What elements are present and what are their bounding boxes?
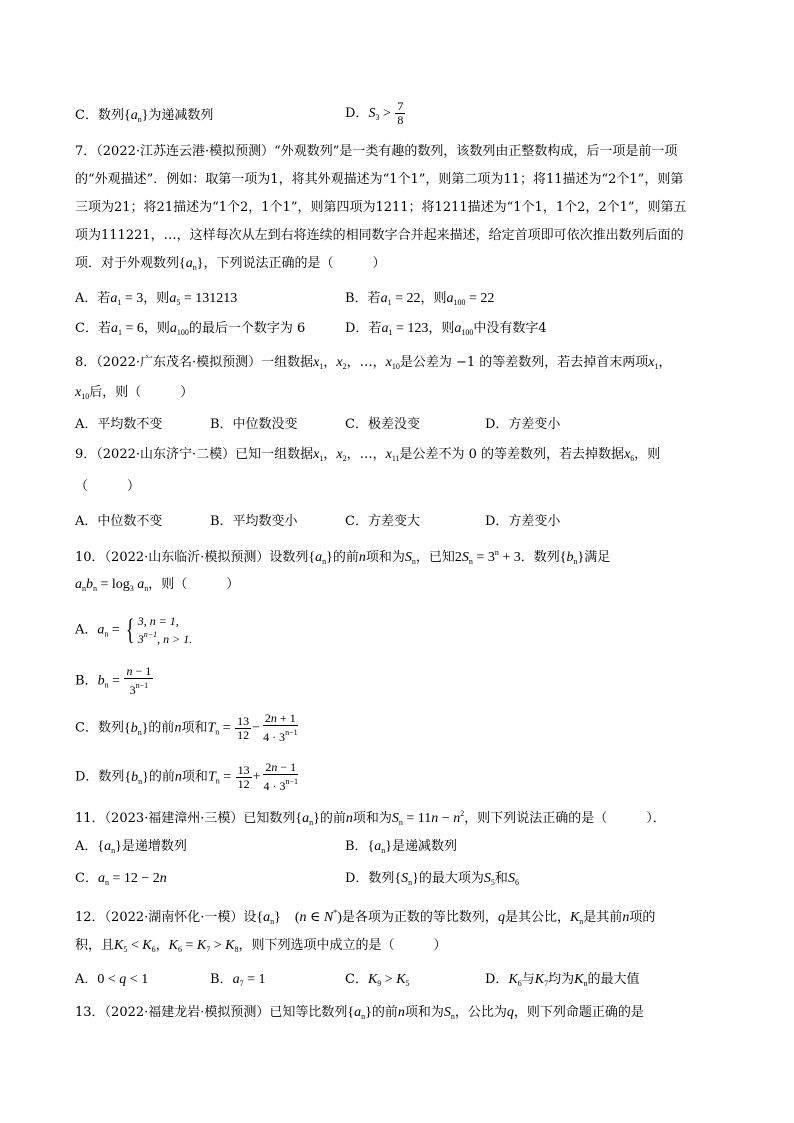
- q12-option-c: C．$K_9 > K_5$: [345, 972, 410, 988]
- q9-option-c: C．方差变大: [345, 514, 420, 529]
- q11-option-b: B．$\{a_n\}$是递减数列: [345, 839, 458, 855]
- q12-option-a: A．0 < q < 1: [75, 972, 149, 987]
- q7-stem-line5: 项．对于外观数列$\{a_n\}$，下列说法正确的是（ ）: [75, 256, 386, 272]
- q10-stem-line1: 10．（2022·山东临沂·模拟预测）设数列$\{a_n\}$的前n项和为$S_n$，已知$2S_n = 3^n + 3$．数列$\{b_n\}$满足: [75, 548, 611, 566]
- q7-option-a: A．若$a_1 = 3$，则$a_5 = 131213$: [75, 291, 238, 307]
- q8-option-c: C．极差没变: [345, 417, 420, 432]
- q7-option-c: C．若$a_1 = 6$，则$a_{100}$的最后一个数字为 6: [75, 321, 306, 337]
- q12-stem-line2: 积，且$K_5 < K_6$，$K_6 = K_7 > K_8$，则下列选项中成立的是（ ）: [75, 938, 447, 954]
- q11-stem: 11．（2023·福建漳州·三模）已知数列$\{a_n\}$的前n项和为$S_n = 11n - n^2$，则下列说法正确的是（ ）．: [75, 809, 666, 827]
- q10-option-b: B．$b_n$ = $\frac{n - 1}{3^{n-1}}$: [75, 664, 152, 697]
- q9-option-b: B．平均数变小: [210, 514, 298, 529]
- q7-option-b: B．若$a_1 = 22$，则$a_{100} = 22$: [345, 291, 495, 307]
- q8-stem-line2: $x_{10}$后，则（ ）: [75, 385, 194, 401]
- q9-stem-line1: 9．（2022·山东济宁·二模）已知一组数据$x_1$，$x_2$，…，$x_{11}$是公差不为 0 的等差数列，若去掉数据$x_6$，则: [75, 447, 661, 463]
- q13-stem-line1: 13．（2022·福建龙岩·模拟预测）已知等比数列$\{a_n\}$的前n项和为$S_n$，公比为q，则下列命题正确的是: [75, 1005, 644, 1021]
- q9-option-d: D．方差变小: [485, 514, 561, 529]
- q7-stem-line3: 三项为21；将21描述为“1个2，1个1”，则第四项为1211；将1211描述为“1个1，1个2，2个1”，则第五: [75, 200, 687, 215]
- q7-stem-line1: 7．（2022·江苏连云港·模拟预测）“外观数列”是一类有趣的数列，该数列由正整数构成，后一项是前一项: [75, 144, 678, 159]
- q11-option-a: A．$\{a_n\}$是递增数列: [75, 839, 187, 855]
- q10-option-a: A．$a_n$ = { 3, n = 1, $3^{n-1}$, n > 1.: [75, 613, 193, 646]
- q8-stem-line1: 8．（2022·广东茂名·模拟预测）一组数据$x_1$，$x_2$，…，$x_{10}$是公差为 −1 的等差数列，若去掉首末两项$x_1$，: [75, 355, 672, 371]
- q12-stem-line1: 12．（2022·湖南怀化·一模）设$\{a_n\}$ (n ∈ N*)是各项为正数的等比数列，q是其公比，$K_n$是其前n项的: [75, 908, 656, 926]
- q9-option-a: A．中位数不变: [75, 514, 163, 529]
- q7-option-d: D．若$a_1 = 123$，则$a_{100}$中没有数字4: [345, 321, 547, 337]
- q8-option-d: D．方差变小: [485, 417, 561, 432]
- q6-option-c: C．数列$\{a_n\}$为递减数列: [75, 108, 214, 124]
- q11-option-c: C．$a_n = 12 - 2n$: [75, 871, 167, 887]
- q8-option-b: B．中位数没变: [210, 417, 298, 432]
- q9-stem-line2: （ ）: [75, 479, 141, 494]
- q8-option-a: A．平均数不变: [75, 417, 163, 432]
- q10-option-c: C．数列$\{b_n\}$的前n项和$T_n$ = $\frac{13}{12}$ − $\frac{2n + 1}{4 \cdot 3^{n-1}}$: [75, 711, 298, 744]
- q7-stem-line2: 的“外观描述”．例如：取第一项为1，将其外观描述为“1个1”，则第二项为11；将11描述为“2个1”，则第: [75, 172, 684, 187]
- q10-option-d: D．数列$\{b_n\}$的前n项和$T_n$ = $\frac{13}{12}$ + $\frac{2n - 1}{4 \cdot 3^{n-1}}$: [75, 760, 299, 793]
- q11-option-d: D．数列$\{S_n\}$的最大项为$S_5$和$S_6$: [345, 871, 519, 887]
- q6-option-d: D．$S_3$ > $\frac{7}{8}$: [345, 99, 404, 127]
- q7-stem-line4: 项为111221，…，这样每次从左到右将连续的相同数字合并起来描述，给定首项即可依次推出数列后面的: [75, 228, 684, 243]
- q12-option-b: B．$a_7 = 1$: [210, 972, 266, 988]
- q10-stem-line2: $a_nb_n = \log_3 a_n$，则（ ）: [75, 577, 240, 593]
- q12-option-d: D．$K_6$与$K_7$均为$K_n$的最大值: [485, 972, 640, 988]
